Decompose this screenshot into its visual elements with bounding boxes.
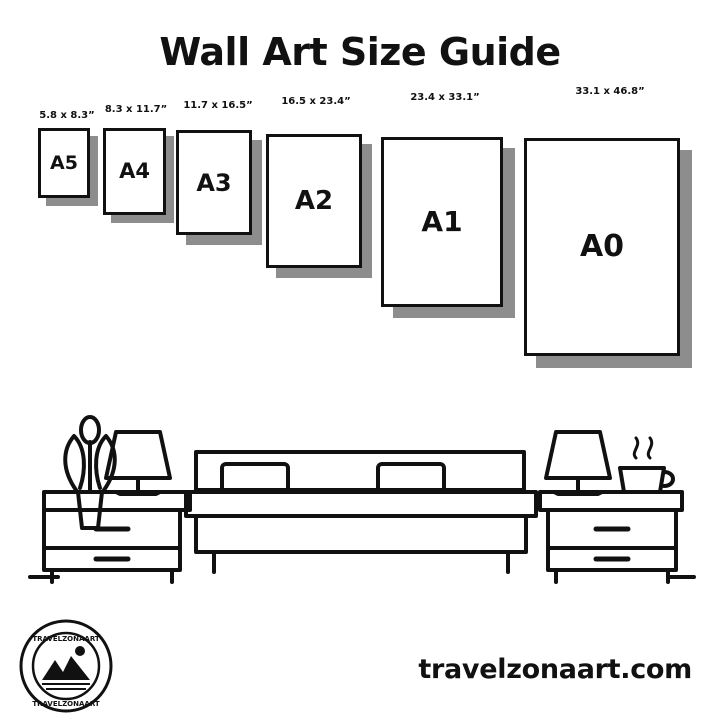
frame-dimension-a1: 23.4 x 33.1” [410, 92, 480, 103]
frame-label-a0: A0 [579, 229, 625, 264]
frame-label-a1: A1 [421, 205, 463, 238]
bedroom-scene [0, 370, 720, 610]
frame-a0[interactable] [524, 138, 680, 356]
website-url[interactable]: travelzonaart.com [418, 654, 692, 685]
frame-dimension-a3: 11.7 x 16.5” [183, 100, 253, 111]
coffee-cup-icon [620, 438, 673, 492]
frame-dimension-a2: 16.5 x 23.4” [281, 96, 351, 107]
frame-a4[interactable] [103, 128, 166, 215]
frame-dimension-a4: 8.3 x 11.7” [104, 104, 168, 115]
bed-icon [186, 452, 536, 572]
frame-label-a3: A3 [196, 168, 232, 197]
right-nightstand-icon [540, 492, 682, 582]
frame-a5[interactable] [38, 128, 90, 198]
frame-label-a5: A5 [50, 151, 78, 174]
footer [0, 610, 720, 720]
logo-brand-bottom: TRAVELZONAART [32, 700, 100, 708]
brand-logo[interactable] [18, 618, 114, 714]
frame-dimension-a5: 5.8 x 8.3” [39, 110, 95, 121]
page-title: Wall Art Size Guide [159, 30, 561, 74]
mountain-moon-badge-icon [18, 618, 114, 714]
logo-brand-top: TRAVELZONAART [32, 635, 100, 643]
bedroom-illustration [0, 370, 720, 610]
right-table-lamp-icon [546, 432, 610, 494]
frame-a2[interactable] [266, 134, 362, 268]
frame-dimension-a0: 33.1 x 46.8” [575, 86, 645, 97]
frame-a1[interactable] [381, 137, 503, 307]
left-nightstand-icon [44, 492, 190, 582]
frame-a3[interactable] [176, 130, 252, 235]
frame-label-a2: A2 [294, 186, 334, 216]
frame-label-a4: A4 [119, 159, 150, 183]
